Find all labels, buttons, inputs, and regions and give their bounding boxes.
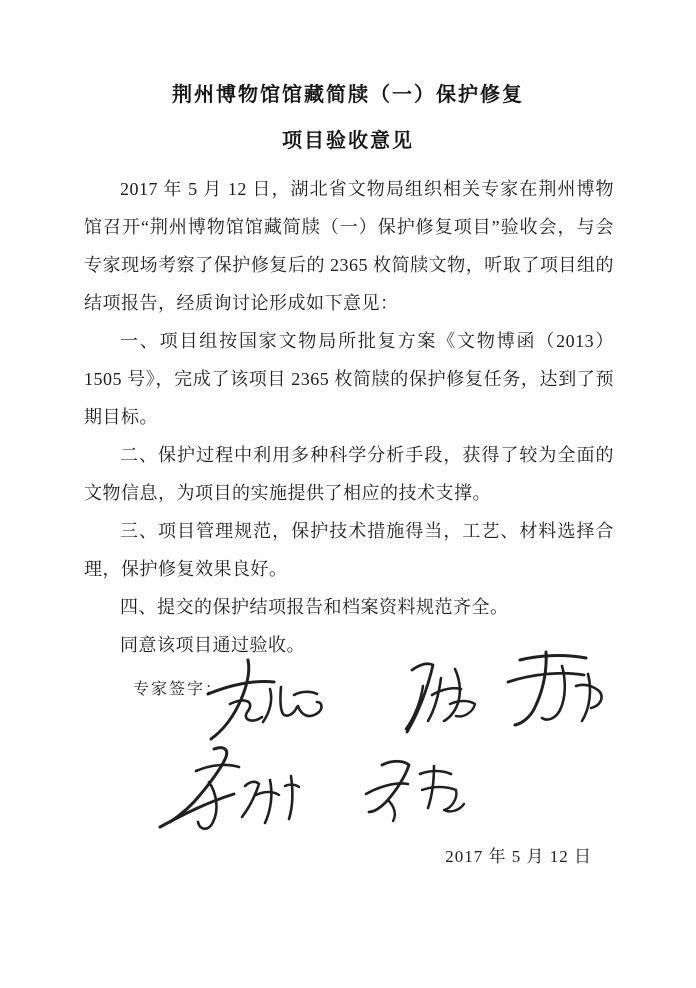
document-title-line1: 荆州博物馆馆藏简牍（一）保护修复: [172, 84, 524, 106]
expert-signature-label: 专家签字：: [133, 681, 224, 698]
paragraph-item-1: 一、项目组按国家文物局所批复方案《文物博函（2013）1505 号》，完成了该项目 2365 枚简牍的保护修复任务，达到了预期目标。: [84, 331, 614, 427]
signature-ink: [358, 756, 470, 828]
signature-ink: [392, 650, 492, 742]
paragraph-item-3: 三、项目管理规范，保护技术措施得当，工艺、材料选择合理，保护修复效果良好。: [84, 521, 614, 579]
paragraph-item-2: 二、保护过程中利用多种科学分析手段，获得了较为全面的文物信息，为项目的实施提供了相应的技术支撑。: [84, 445, 614, 503]
document-date: 2017 年 5 月 12 日: [445, 847, 592, 866]
document-title-line2: 项目验收意见: [282, 130, 414, 152]
signature-ink: [152, 742, 314, 842]
handwritten-signature-1: [196, 652, 326, 752]
document-body: [84, 170, 614, 664]
handwritten-signature-3: [492, 646, 610, 736]
signature-ink: [492, 646, 610, 731]
paragraph-intro: 2017 年 5 月 12 日，湖北省文物局组织相关专家在荆州博物馆召开“荆州博物馆馆藏简牍（一）保护修复项目”验收会，与会专家现场考察了保护修复后的 2365 枚简牍文物，听取了项目组的结项报告，经质询讨论形成如下意见：: [84, 179, 614, 313]
handwritten-signature-2: [392, 650, 492, 747]
paragraph-conclusion: 同意该项目通过验收。: [120, 635, 305, 655]
signature-ink: [196, 652, 326, 747]
handwritten-signature-4: [152, 742, 314, 847]
paragraph-item-4: 四、提交的保护结项报告和档案资料规范齐全。: [120, 597, 509, 617]
handwritten-signature-5: [358, 756, 470, 833]
